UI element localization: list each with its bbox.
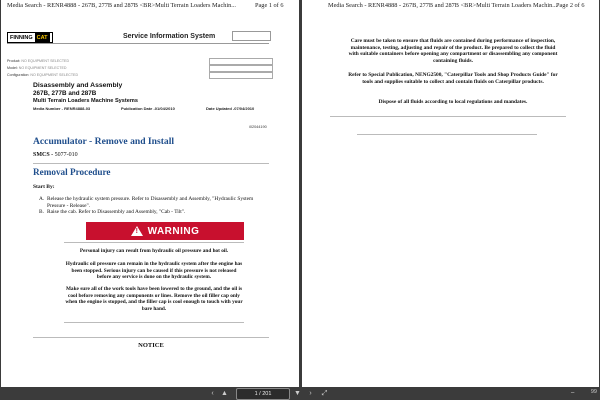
configuration-select[interactable]: [209, 72, 273, 79]
publication-date: Publication Date -01/04/2010: [121, 106, 175, 111]
divider: [33, 337, 269, 338]
product-row: [7, 59, 69, 63]
prev-page-icon[interactable]: ‹: [211, 390, 214, 397]
divider: [64, 322, 244, 323]
page-down-icon[interactable]: ▼: [294, 390, 301, 397]
list-item: A. Release the hydraulic system pressure. Refer to Disassembly and Assembly, "Hydraulic System Pressure - Release".: [39, 196, 254, 209]
media-number: Media Number - RENR4888-03: [33, 106, 91, 111]
product-select[interactable]: [209, 58, 273, 65]
notice-text: Refer to Special Publication, NENG2500, "Caterpillar Tools and Shop Products Guide" for tools and supplies suitable to collect and contain fluids on Caterpillar products.: [348, 72, 558, 85]
warning-word: WARNING: [147, 225, 200, 237]
divider: [357, 134, 537, 135]
warning-icon: !: [131, 226, 143, 236]
product-value: NO EQUIPMENT SELECTED: [21, 59, 70, 63]
page-indicator[interactable]: 1 / 201: [236, 388, 290, 400]
media-id: i02044190: [249, 125, 267, 129]
configuration-row: [7, 73, 78, 77]
divider: [33, 163, 269, 164]
model-select[interactable]: [209, 65, 273, 72]
pdf-page-1: [1, 0, 299, 387]
running-title: Media Search - RENR4888 - 267B, 277B and 287B <BR>Multi Terrain Loaders Machin...: [328, 2, 558, 9]
list-item: B. Raise the cab. Refer to Disassembly and Assembly, "Cab - Tilt".: [39, 209, 186, 215]
configuration-label: Configuration:: [7, 73, 30, 77]
divider: [330, 116, 566, 117]
smcs-code: SMCS - 5077-010: [33, 152, 78, 158]
warning-text: Personal injury can result from hydraulic oil pressure and hot oil.: [79, 248, 229, 254]
next-page-icon[interactable]: ›: [309, 390, 312, 397]
section-heading: Removal Procedure: [33, 167, 111, 177]
fit-page-icon[interactable]: ⤢: [321, 390, 328, 397]
model-label: Model:: [7, 66, 18, 70]
doc-models: 267B, 277B and 287B: [33, 90, 97, 97]
page-label: Page 1 of 6: [255, 2, 284, 9]
notice-text: Care must be taken to ensure that fluids are contained during performance of inspection, maintenance, testing, adjusting and repair of the product. Be prepared to collect the fluid with suitable containers before opening any compartment or disassembling any component containing fluids.: [348, 38, 558, 64]
pdf-page-2: [302, 0, 599, 387]
divider: [64, 242, 244, 243]
logo-text: FINNING: [10, 34, 33, 41]
warning-banner: [86, 222, 244, 240]
page-label: Page 2 of 6: [556, 2, 585, 9]
warning-text: Hydraulic oil pressure can remain in the hydraulic system after the engine has been stopped. Serious injury can be caused if this pressure is not released before any service is done on the hydraulic system.: [65, 261, 243, 280]
system-title: Service Information System: [123, 33, 216, 40]
configuration-value: NO EQUIPMENT SELECTED: [30, 73, 79, 77]
header-search-field[interactable]: [232, 31, 271, 41]
logo-brand: CAT: [36, 34, 48, 41]
zoom-level[interactable]: 99: [590, 389, 597, 395]
page-up-icon[interactable]: ▲: [221, 390, 228, 397]
doc-subtitle: Multi Terrain Loaders Machine Systems: [33, 98, 138, 104]
notice-text: Dispose of all fluids according to local regulations and mandates.: [378, 99, 528, 105]
doc-title: Disassembly and Assembly: [33, 82, 123, 89]
product-label: Product:: [7, 59, 21, 63]
model-value: NO EQUIPMENT SELECTED: [18, 66, 67, 70]
model-row: [7, 66, 66, 70]
warning-text: Make sure all of the work tools have been lowered to the ground, and the oil is cool before removing any components or lines. Remove the oil filler cap only when the engine is stopped, and the filler cap is cool enough to touch with your bare hand.: [65, 286, 243, 312]
page-title: Accumulator - Remove and Install: [33, 136, 175, 147]
notice-heading: NOTICE: [138, 342, 164, 349]
date-updated: Date Updated -07/04/2010: [206, 106, 255, 111]
zoom-out-icon[interactable]: −: [570, 390, 575, 397]
viewer-toolbar: [0, 387, 600, 400]
running-title: Media Search - RENR4888 - 267B, 277B and 287B <BR>Multi Terrain Loaders Machin...: [7, 2, 237, 9]
header-divider: [7, 43, 269, 44]
start-by-label: Start By:: [33, 184, 55, 190]
finning-cat-logo: [7, 32, 53, 43]
